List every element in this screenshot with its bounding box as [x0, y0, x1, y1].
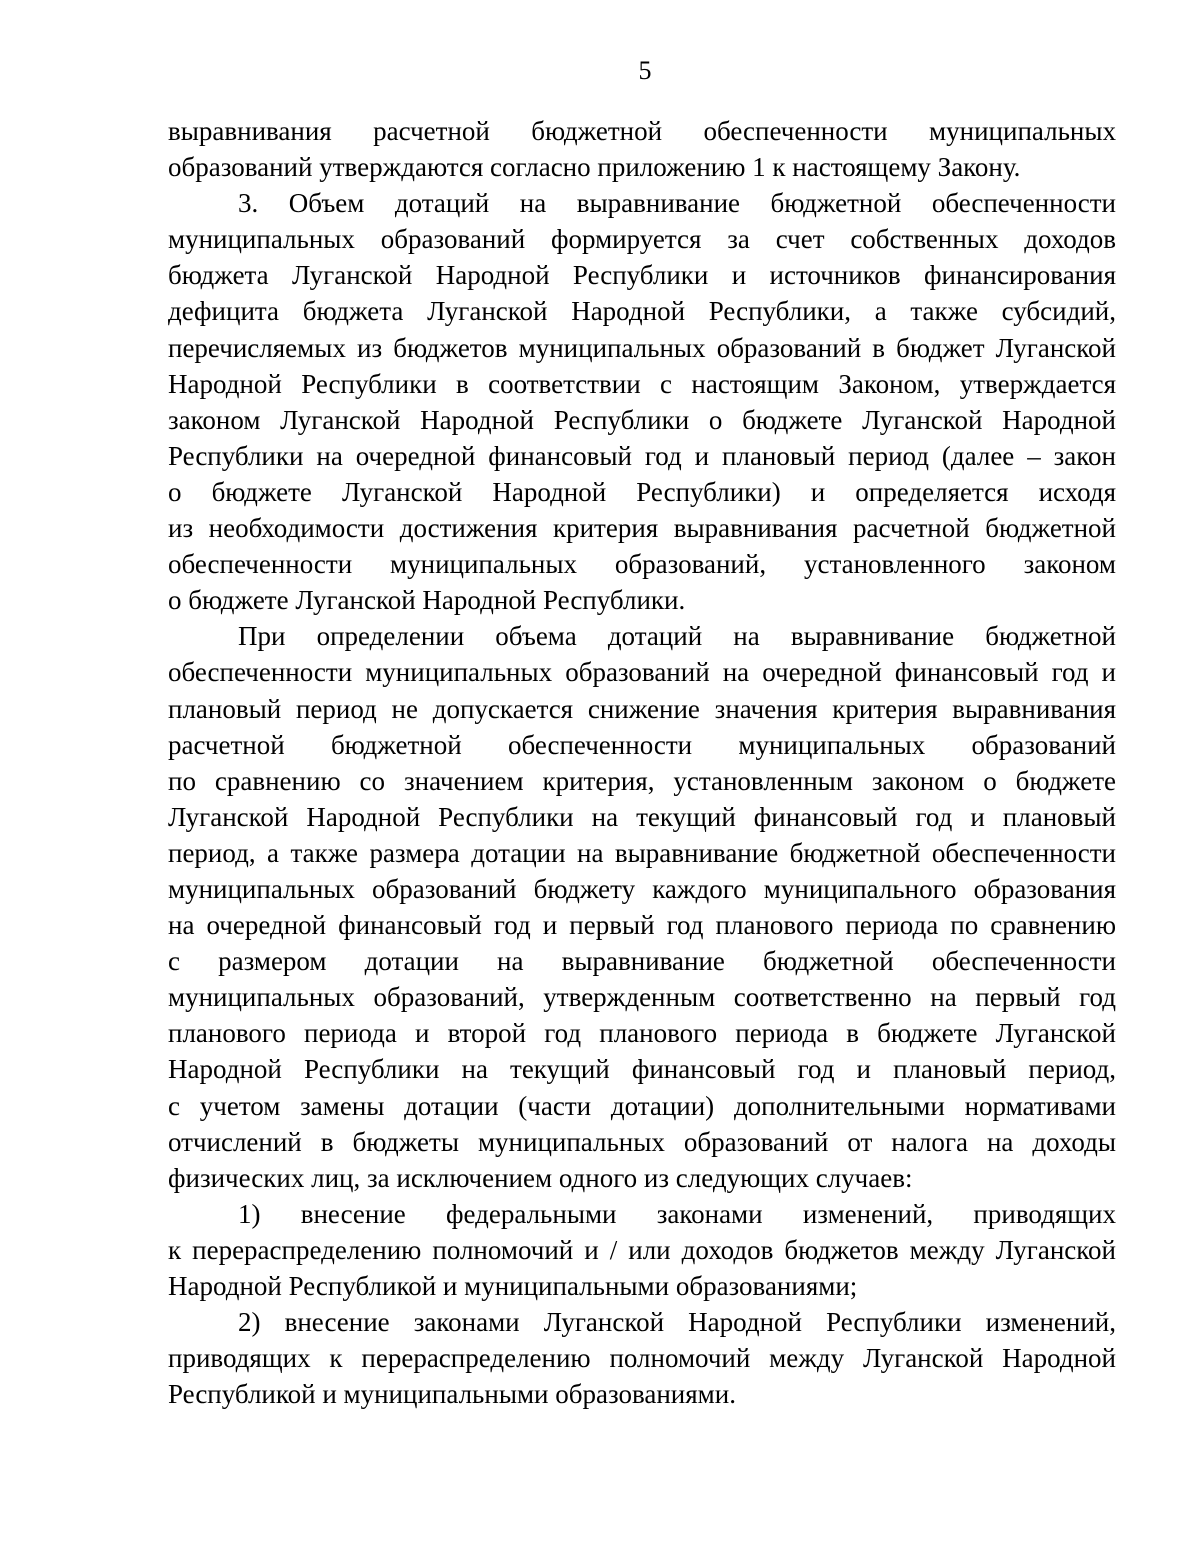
text-line: отчислений в бюджеты муниципальных образований от налога на доходы: [168, 1126, 1116, 1157]
text-line: обеспеченности муниципальных образований, установленного законом: [168, 549, 1116, 580]
text-line: законом Луганской Народной Республики о бюджете Луганской Народной: [168, 404, 1116, 435]
list-item-2: [168, 1304, 1116, 1412]
text-line: плановый период не допускается снижение значения критерия выравнивания: [168, 693, 1116, 724]
text-line: физических лиц, за исключением одного из следующих случаев:: [168, 1162, 913, 1193]
text-line: по сравнению со значением критерия, установленным законом о бюджете: [168, 765, 1116, 796]
text-line: Республики на очередной финансовый год и плановый период (далее – закон: [168, 440, 1116, 471]
paragraph-item-3: [168, 185, 1116, 618]
text-line: из необходимости достижения критерия выравнивания расчетной бюджетной: [168, 513, 1116, 544]
text-line: Республикой и муниципальными образованиями.: [168, 1379, 736, 1410]
text-line: муниципальных образований, утвержденным соответственно на первый год: [168, 982, 1116, 1013]
text-line: Луганской Народной Республики на текущий финансовый год и плановый: [168, 801, 1116, 832]
text-line: перечисляемых из бюджетов муниципальных образований в бюджет Луганской: [168, 332, 1116, 363]
text-line: обеспеченности муниципальных образований на очередной финансовый год и: [168, 657, 1116, 688]
text-line: При определении объема дотаций на выравнивание бюджетной: [238, 621, 1116, 652]
text-line: период, а также размера дотации на выравнивание бюджетной обеспеченности: [168, 837, 1116, 868]
text-line: бюджета Луганской Народной Республики и источников финансирования: [168, 260, 1116, 291]
page-number: 5: [638, 56, 652, 85]
paragraph-continuation: [168, 113, 1116, 185]
text-line: 1) внесение федеральными законами изменений, приводящих: [238, 1198, 1116, 1229]
text-line: расчетной бюджетной обеспеченности муниципальных образований: [168, 729, 1116, 760]
text-line: о бюджете Луганской Народной Республики.: [168, 585, 686, 616]
text-line: с размером дотации на выравнивание бюджетной обеспеченности: [168, 946, 1116, 977]
text-line: 2) внесение законами Луганской Народной Республики изменений,: [238, 1307, 1116, 1338]
document-body: [168, 113, 1116, 1412]
text-line: муниципальных образований бюджету каждого муниципального образования: [168, 873, 1116, 904]
text-line: муниципальных образований формируется за счет собственных доходов: [168, 224, 1116, 255]
text-line: планового периода и второй год планового периода в бюджете Луганской: [168, 1018, 1116, 1049]
text-line: о бюджете Луганской Народной Республики) и определяется исходя: [168, 476, 1116, 507]
text-line: Народной Республикой и муниципальными образованиями;: [168, 1271, 858, 1301]
list-item-1: [168, 1196, 1116, 1304]
text-line: на очередной финансовый год и первый год планового периода по сравнению: [168, 910, 1116, 941]
text-line: выравнивания расчетной бюджетной обеспеченности муниципальных: [168, 116, 1116, 146]
text-line: образований утверждаются согласно приложению 1 к настоящему Закону.: [168, 152, 1021, 183]
paragraph-dotation-determination: [168, 618, 1116, 1196]
text-line: Народной Республики в соответствии с настоящим Законом, утверждается: [168, 368, 1116, 399]
text-line: дефицита бюджета Луганской Народной Республики, а также субсидий,: [168, 296, 1116, 327]
text-line: приводящих к перераспределению полномочий между Луганской Народной: [168, 1343, 1116, 1374]
text-line: Народной Республики на текущий финансовый год и плановый период,: [168, 1054, 1116, 1085]
text-line: с учетом замены дотации (части дотации) дополнительными нормативами: [168, 1090, 1116, 1121]
text-line: 3. Объем дотаций на выравнивание бюджетной обеспеченности: [238, 188, 1116, 219]
text-line: к перераспределению полномочий и / или доходов бюджетов между Луганской: [168, 1234, 1116, 1265]
